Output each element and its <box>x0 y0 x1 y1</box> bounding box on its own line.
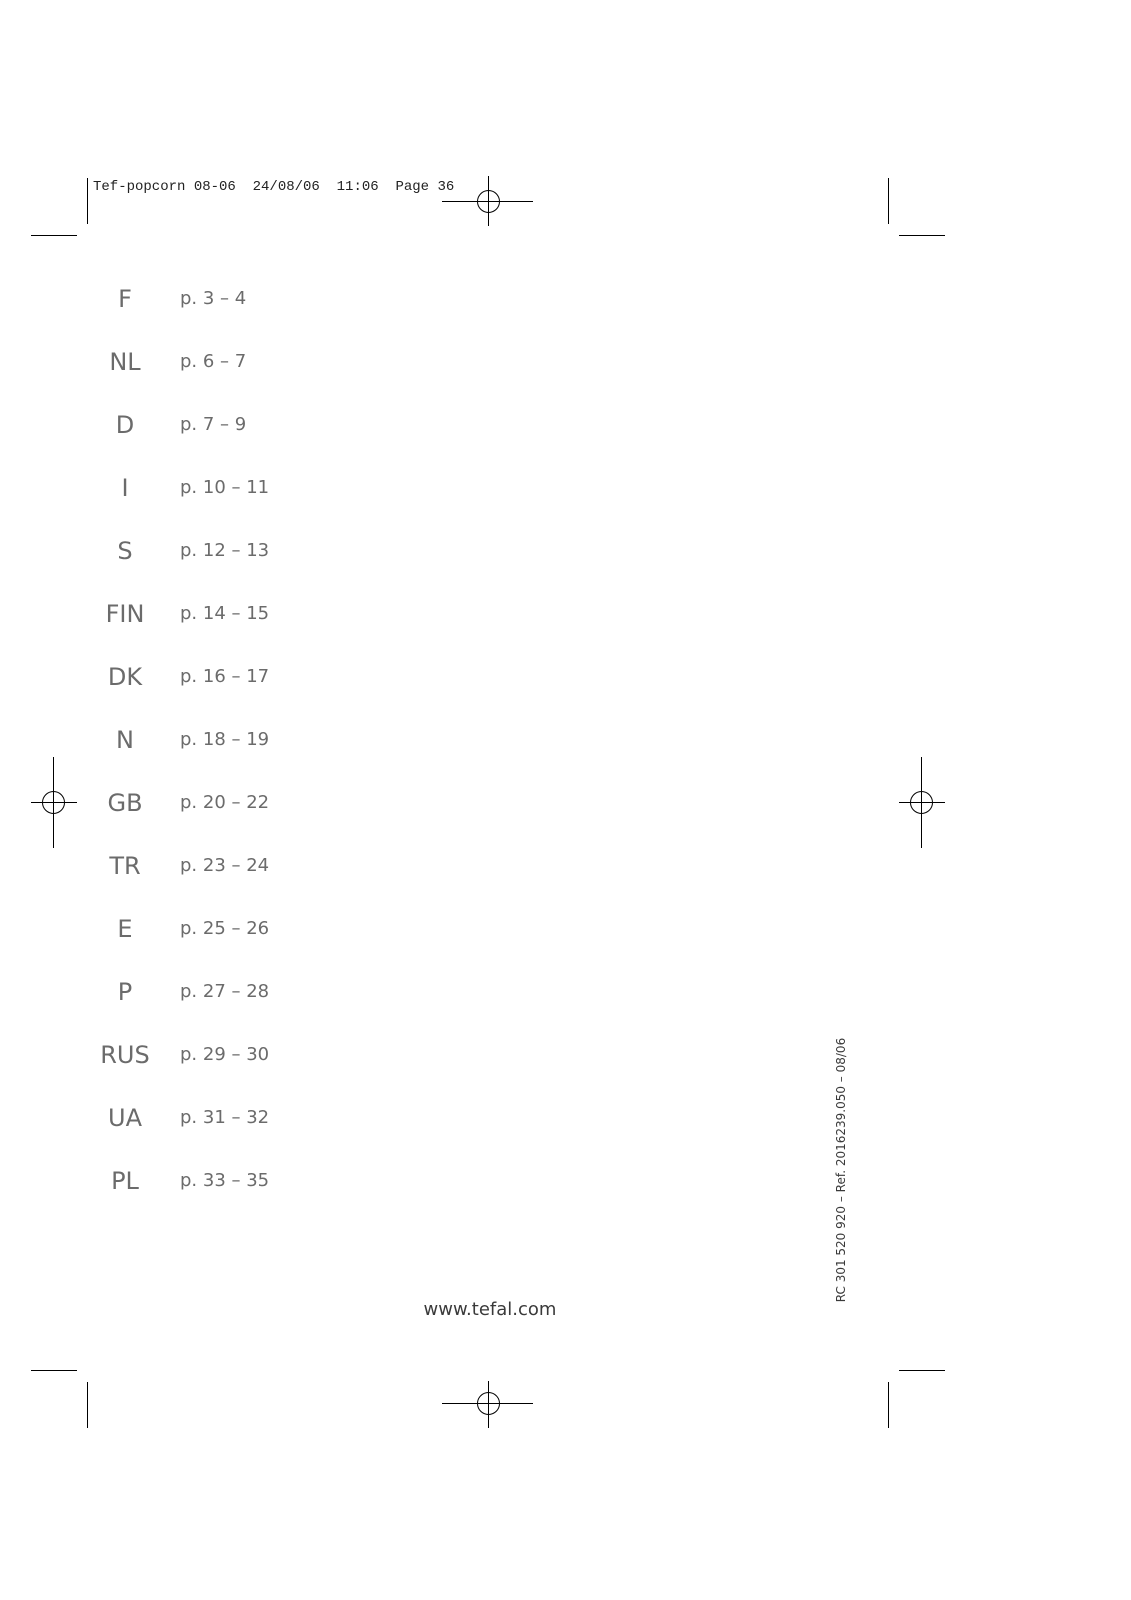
language-pages: p. 31 – 32 <box>180 1107 270 1128</box>
language-row <box>90 720 390 760</box>
language-pages: p. 23 – 24 <box>180 855 270 876</box>
language-row <box>90 342 390 382</box>
language-code: RUS <box>100 1041 150 1069</box>
language-pages: p. 33 – 35 <box>180 1170 270 1191</box>
language-row <box>90 1161 390 1201</box>
language-code: NL <box>109 348 141 376</box>
language-code: P <box>117 978 133 1006</box>
language-code: UA <box>108 1104 142 1132</box>
print-slug-line: Tef-popcorn 08-06 24/08/06 11:06 Page 36 <box>93 179 455 195</box>
language-code: E <box>117 915 133 943</box>
language-pages: p. 27 – 28 <box>180 981 270 1002</box>
language-code: DK <box>107 663 143 691</box>
language-pages: p. 10 – 11 <box>180 477 270 498</box>
language-pages: p. 14 – 15 <box>180 603 270 624</box>
language-code: TR <box>109 852 141 880</box>
language-code: D <box>115 411 135 439</box>
language-row <box>90 846 390 886</box>
language-row <box>90 531 390 571</box>
website-url: www.tefal.com <box>423 1299 557 1320</box>
language-row <box>90 468 390 508</box>
language-row <box>90 594 390 634</box>
language-code: PL <box>111 1167 139 1195</box>
language-pages: p. 7 – 9 <box>180 414 247 435</box>
language-pages: p. 6 – 7 <box>180 351 247 372</box>
product-reference: RC 301 520 920 – Ref. 2016239.050 – 08/06 <box>834 1037 848 1303</box>
language-pages: p. 25 – 26 <box>180 918 270 939</box>
language-row <box>90 909 390 949</box>
language-row <box>90 657 390 697</box>
language-row <box>90 1098 390 1138</box>
language-pages: p. 18 – 19 <box>180 729 270 750</box>
language-code: FIN <box>105 600 145 628</box>
language-row <box>90 1035 390 1075</box>
language-pages: p. 16 – 17 <box>180 666 270 687</box>
language-pages: p. 3 – 4 <box>180 288 247 309</box>
language-row <box>90 279 390 319</box>
language-pages: p. 20 – 22 <box>180 792 270 813</box>
language-pages: p. 29 – 30 <box>180 1044 270 1065</box>
language-code: S <box>117 537 133 565</box>
registration-mark-right <box>899 757 945 848</box>
language-row <box>90 405 390 445</box>
language-row <box>90 972 390 1012</box>
language-row <box>90 783 390 823</box>
language-code: N <box>116 726 134 754</box>
language-code: GB <box>107 789 143 817</box>
language-code: I <box>121 474 129 502</box>
language-code: F <box>118 285 132 313</box>
language-pages: p. 12 – 13 <box>180 540 270 561</box>
